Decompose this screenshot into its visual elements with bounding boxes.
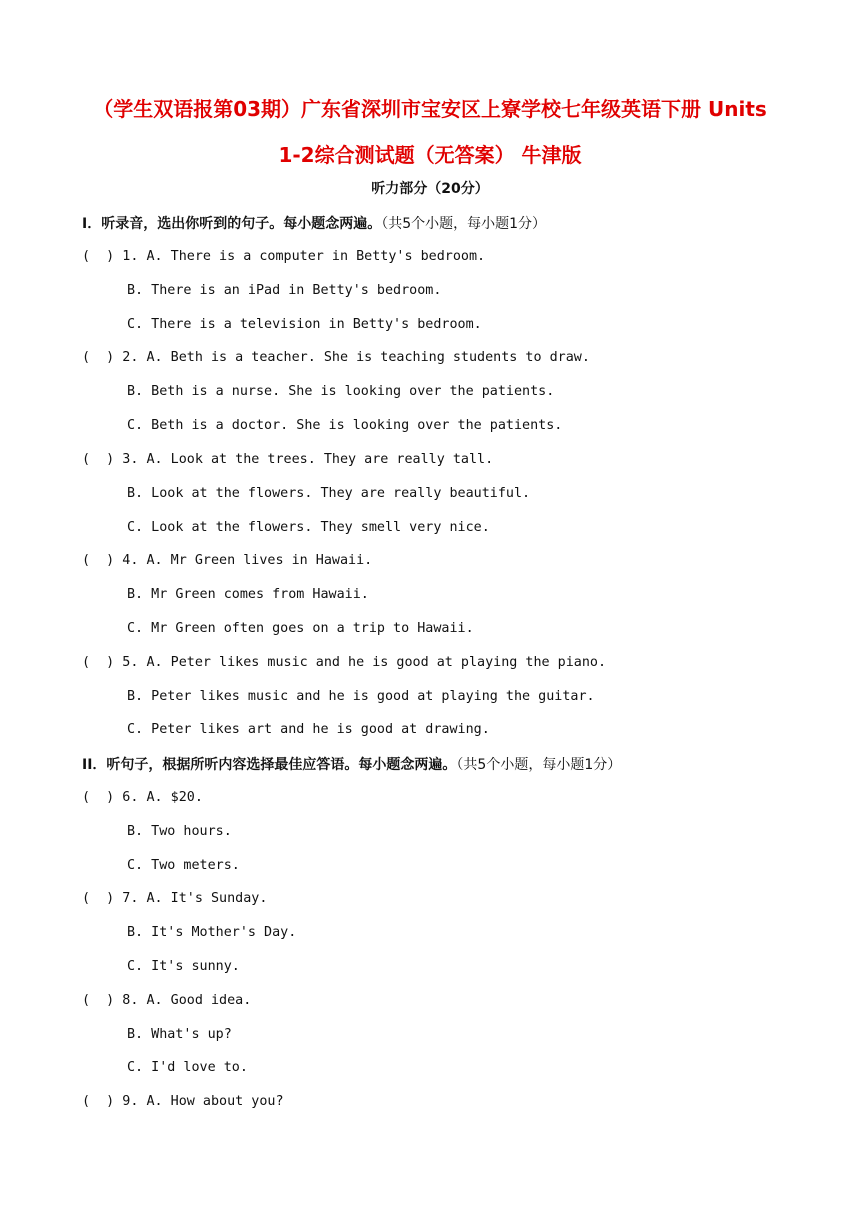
question-7-option-b: B. It's Mother's Day. [127,925,297,940]
question-1-option-b: B. There is an iPad in Betty's bedroom. [127,283,442,298]
question-4: ( ) 4. A. Mr Green lives in Hawaii. [82,553,373,568]
question-7: ( ) 7. A. It's Sunday. [82,891,268,906]
question-9: ( ) 9. A. How about you? [82,1094,284,1109]
document-title-line-1: （学生双语报第03期）广东省深圳市宝安区上寮学校七年级英语下册 Units [93,97,767,121]
question-3-option-b: B. Look at the flowers. They are really beautiful. [127,486,531,501]
question-3: ( ) 3. A. Look at the trees. They are really tall. [82,452,494,467]
question-8: ( ) 8. A. Good idea. [82,993,252,1008]
question-6: ( ) 6. A. $20. [82,790,203,805]
question-8-option-b: B. What's up? [127,1027,232,1042]
section-1-heading [82,213,546,233]
question-7-option-c: C. It's sunny. [127,959,240,974]
question-6-option-c: C. Two meters. [127,858,240,873]
question-6-option-b: B. Two hours. [127,824,232,839]
question-1-option-c: C. There is a television in Betty's bedroom. [127,317,482,332]
question-1: ( ) 1. A. There is a computer in Betty's bedroom. [82,249,486,264]
question-2: ( ) 2. A. Beth is a teacher. She is teaching students to draw. [82,350,590,365]
section-2-heading [82,754,621,774]
question-4-option-c: C. Mr Green often goes on a trip to Hawaii. [127,621,474,636]
question-5-option-c: C. Peter likes art and he is good at drawing. [127,722,490,737]
question-4-option-b: B. Mr Green comes from Hawaii. [127,587,369,602]
listening-part-heading: 听力部分（20分） [371,181,489,197]
question-5: ( ) 5. A. Peter likes music and he is good at playing the piano. [82,655,607,670]
section-1-title: I．听录音，选出你听到的句子。每小题念两遍。 [82,216,382,232]
section-2-title: II．听句子，根据所听内容选择最佳应答语。每小题念两遍。 [82,757,457,773]
question-5-option-b: B. Peter likes music and he is good at playing the guitar. [127,689,595,704]
question-8-option-c: C. I'd love to. [127,1060,248,1075]
question-2-option-c: C. Beth is a doctor. She is looking over the patients. [127,418,563,433]
question-3-option-c: C. Look at the flowers. They smell very nice. [127,520,490,535]
section-1-note: （共5个小题，每小题1分） [381,216,547,232]
document-title-line-2: 1-2综合测试题（无答案） 牛津版 [278,143,582,167]
section-2-note: （共5个小题，每小题1分） [456,757,622,773]
question-2-option-b: B. Beth is a nurse. She is looking over the patients. [127,384,555,399]
